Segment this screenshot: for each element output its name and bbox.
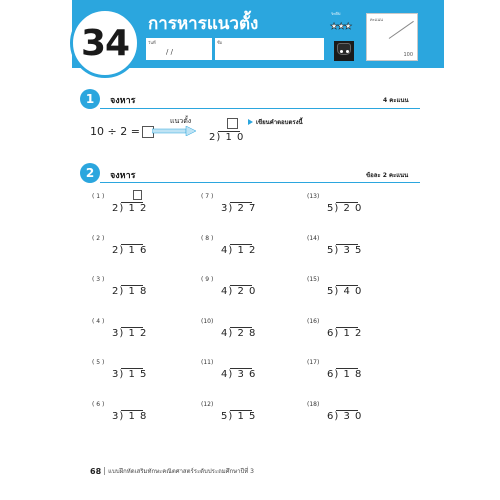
division-expression: 4) 1 2 <box>221 244 257 256</box>
section-2-rule <box>100 182 420 183</box>
score-box[interactable] <box>366 13 418 61</box>
answer-box[interactable] <box>133 190 142 200</box>
page-footer <box>90 466 254 476</box>
problem-number: ( 2 ) <box>92 234 105 242</box>
problem-number: ( 7 ) <box>201 193 214 200</box>
problem-item <box>92 193 172 227</box>
level-label: ระดับ <box>331 11 341 16</box>
problem-number: ( 8 ) <box>201 234 214 242</box>
division-expression: 3) 2 7 <box>221 203 257 214</box>
star-rating-icon: ★★★ <box>330 22 352 32</box>
division-bar <box>121 285 143 286</box>
problem-item <box>307 193 387 227</box>
problem-number: (14) <box>307 234 320 242</box>
arrow-label: แนวตั้ง <box>170 117 192 125</box>
section-2-badge: 2 <box>80 163 100 183</box>
problem-number: (13) <box>307 193 320 200</box>
division-expression: 2) 1 8 <box>112 286 148 297</box>
problem-number: ( 1 ) <box>92 193 105 200</box>
problem-item <box>92 276 172 310</box>
division-bar <box>121 410 143 411</box>
division-expression: 3) 1 2 <box>112 327 148 339</box>
problem-item <box>201 359 281 393</box>
problem-item <box>201 276 281 310</box>
problem-item <box>201 401 281 435</box>
problem-item <box>201 235 281 269</box>
name-label: ชื่อ <box>217 40 223 45</box>
division-bar <box>336 285 358 286</box>
division-bar <box>218 131 240 132</box>
problem-item <box>307 318 387 352</box>
footer-divider <box>104 467 105 475</box>
division-bar <box>230 327 252 328</box>
problem-item <box>92 401 172 435</box>
division-bar <box>336 327 358 328</box>
division-expression: 4) 3 6 <box>221 369 257 380</box>
division-bar <box>121 244 143 245</box>
problem-number: (10) <box>201 317 214 325</box>
division-bar <box>230 285 252 286</box>
lesson-badge <box>70 8 140 78</box>
problem-item <box>92 235 172 269</box>
example-answer-box[interactable] <box>227 118 238 129</box>
division-bar <box>121 368 143 369</box>
division-bar <box>230 410 252 411</box>
division-expression: 6) 1 2 <box>327 327 363 339</box>
division-expression: 5) 3 5 <box>327 244 363 256</box>
section-1-points: 4 คะแนน <box>383 97 409 104</box>
problem-item <box>307 235 387 269</box>
name-field[interactable] <box>215 38 324 60</box>
footer-text: แบบฝึกหัดเสริมทักษะคณิตศาสตร์ระดับประถมศึกษาปีที่ 3 <box>108 468 254 475</box>
division-bar <box>230 368 252 369</box>
section-2-points: ข้อละ 2 คะแนน <box>366 172 409 179</box>
problem-number: ( 6 ) <box>92 400 105 408</box>
division-expression: 4) 2 8 <box>221 327 257 339</box>
example-equation-text: 10 ÷ 2 = <box>90 125 140 138</box>
problem-number: ( 9 ) <box>201 276 214 283</box>
division-bar <box>336 202 358 203</box>
division-bar <box>336 410 358 411</box>
problem-item <box>201 318 281 352</box>
division-expression: 2) 1 6 <box>112 244 148 256</box>
division-expression: 5) 1 5 <box>221 410 257 422</box>
problem-number: (18) <box>307 400 320 408</box>
division-expression: 6) 1 8 <box>327 369 363 380</box>
problem-number: (11) <box>201 359 214 366</box>
section-1-heading: จงหาร <box>110 96 136 106</box>
right-arrow-icon <box>152 126 196 136</box>
page-title: การหารแนวตั้ง <box>148 14 259 34</box>
section-1-rule <box>100 108 420 109</box>
division-bar <box>230 202 252 203</box>
example-note-text: เขียนคำตอบตรงนี้ <box>256 119 303 126</box>
example-note <box>248 117 303 127</box>
problem-number: ( 5 ) <box>92 359 105 366</box>
division-bar <box>121 327 143 328</box>
division-expression: 3) 1 8 <box>112 410 148 422</box>
division-bar <box>336 368 358 369</box>
page-number: 68 <box>90 466 102 476</box>
problem-item <box>92 359 172 393</box>
problem-item <box>307 359 387 393</box>
division-bar <box>121 202 143 203</box>
division-bar <box>336 244 358 245</box>
example-division: 2) 1 0 <box>209 132 245 143</box>
division-expression: 3) 1 5 <box>112 369 148 380</box>
problem-number: (12) <box>201 400 214 408</box>
date-separators: / / <box>166 48 173 56</box>
division-expression: 5) 2 0 <box>327 203 363 214</box>
score-divider <box>389 21 414 39</box>
problem-item <box>307 276 387 310</box>
problem-number: (15) <box>307 276 320 283</box>
division-expression: 2) 1 2 <box>112 203 148 214</box>
score-label: คะแนน <box>370 17 383 22</box>
date-field[interactable] <box>146 38 212 60</box>
problem-number: (17) <box>307 359 320 366</box>
division-expression: 4) 2 0 <box>221 286 257 297</box>
score-max: 100 <box>403 52 413 58</box>
cat-mascot-icon <box>334 41 354 61</box>
date-label: วันที่ <box>148 40 156 45</box>
problem-item <box>307 401 387 435</box>
division-bar <box>230 244 252 245</box>
pointer-icon <box>248 119 253 125</box>
section-1-badge: 1 <box>80 89 100 109</box>
problem-number: ( 4 ) <box>92 317 105 325</box>
division-expression: 6) 3 0 <box>327 410 363 422</box>
problem-item <box>201 193 281 227</box>
problem-item <box>92 318 172 352</box>
division-expression: 5) 4 0 <box>327 286 363 297</box>
problem-number: (16) <box>307 317 320 325</box>
problem-number: ( 3 ) <box>92 276 105 283</box>
lesson-number: 34 <box>80 22 130 64</box>
example-equation <box>90 125 154 138</box>
section-2-heading: จงหาร <box>110 171 136 181</box>
